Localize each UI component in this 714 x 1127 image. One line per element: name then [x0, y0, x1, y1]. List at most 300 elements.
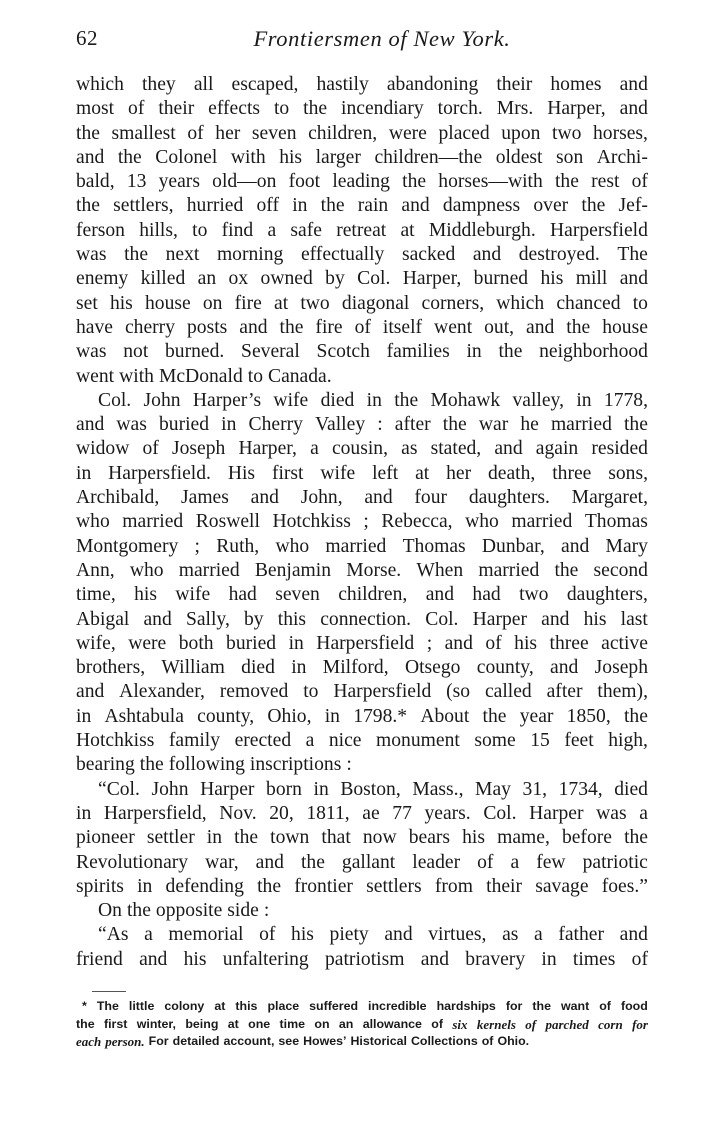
text-line	[76, 243, 648, 267]
word: a	[510, 851, 520, 873]
word: second	[593, 559, 648, 581]
word: and	[250, 487, 279, 509]
word: mill	[575, 268, 608, 290]
word: ox	[228, 268, 249, 290]
word: Cherry	[248, 414, 303, 436]
word: and	[619, 98, 648, 120]
word: destroyed.	[518, 244, 600, 266]
word: to	[303, 681, 319, 703]
word: leading	[332, 171, 390, 193]
word: of	[128, 98, 145, 120]
word: for	[632, 1016, 648, 1032]
word: Dunbar,	[481, 535, 545, 557]
text-line	[76, 656, 648, 680]
word: Harpersfield	[316, 632, 415, 654]
word: and	[619, 74, 648, 95]
text-line	[76, 778, 648, 802]
word: house	[144, 292, 191, 314]
word: four	[414, 487, 448, 509]
word: a	[267, 219, 277, 241]
word: was	[596, 802, 627, 824]
word: his	[462, 827, 485, 849]
word: the	[623, 414, 648, 436]
word: erected	[234, 730, 292, 752]
word: Revolutionary	[76, 851, 189, 873]
word: placed	[438, 122, 490, 144]
text-line	[76, 899, 648, 923]
word: bravery	[465, 948, 526, 970]
word: old—on	[212, 171, 277, 193]
word: nice	[328, 730, 362, 752]
word: his	[183, 948, 207, 970]
word: active	[601, 632, 648, 654]
word: in	[137, 875, 153, 897]
word: Harper	[529, 802, 584, 824]
word: Middleburgh.	[428, 219, 536, 241]
word: years.	[424, 802, 471, 824]
word: Alexander,	[119, 681, 205, 703]
word: of	[431, 1016, 443, 1031]
word: with	[230, 146, 266, 168]
word: to	[192, 219, 208, 241]
word: two	[300, 292, 330, 314]
word: the	[126, 900, 151, 922]
word: three	[552, 462, 592, 484]
word: rest	[591, 171, 620, 193]
word: who	[76, 511, 110, 533]
word: Several	[241, 341, 300, 363]
word: that	[321, 827, 351, 849]
word: of	[477, 851, 494, 873]
text-line	[76, 753, 648, 777]
word: the	[402, 171, 427, 193]
word: married	[478, 559, 540, 581]
word: married	[550, 414, 612, 436]
word: Montgomery	[76, 535, 179, 557]
word: to	[247, 365, 263, 387]
word: not	[123, 341, 149, 363]
word: the	[554, 171, 579, 193]
word: out,	[484, 316, 515, 338]
word: patriotic	[582, 851, 648, 873]
text-line	[76, 705, 648, 729]
word: foot	[288, 171, 321, 193]
word: in	[576, 389, 592, 411]
word: Historical	[350, 1034, 407, 1048]
word: all	[193, 74, 214, 95]
word: wife,	[76, 632, 116, 654]
word: effectually	[300, 244, 385, 266]
word: When	[416, 559, 464, 581]
word: father	[558, 924, 605, 946]
word: the	[76, 122, 100, 144]
word: May	[475, 778, 511, 800]
word: times	[572, 948, 616, 970]
word: Harper	[200, 778, 255, 800]
word: Ann,	[76, 559, 115, 581]
word: 77	[392, 802, 412, 824]
word: seven	[275, 584, 320, 606]
word: and	[619, 924, 648, 946]
word: removed	[219, 681, 289, 703]
word: incredible	[368, 999, 427, 1013]
word: married	[122, 511, 184, 533]
word: families	[386, 341, 450, 363]
word: cherry	[124, 316, 176, 338]
text-line	[76, 729, 648, 753]
word: Harper’s	[192, 389, 262, 411]
word: patriotism	[325, 948, 405, 970]
word: itself	[382, 316, 423, 338]
word: rain	[357, 195, 389, 217]
word: Hotchkiss	[272, 511, 351, 533]
word: Ashtabula	[104, 705, 184, 727]
word: ae	[362, 802, 380, 824]
word: his	[279, 146, 303, 168]
word: in	[288, 632, 304, 654]
word: have	[76, 316, 113, 338]
text-line	[76, 680, 648, 704]
word: morning	[216, 244, 284, 266]
text-line	[76, 437, 648, 461]
word: ;	[194, 535, 200, 557]
word: Ruth,	[216, 535, 260, 557]
word: in	[466, 341, 482, 363]
word: ferson	[76, 219, 125, 241]
word: for	[505, 999, 523, 1013]
word: married	[511, 511, 573, 533]
word: Harpersfield	[549, 219, 648, 241]
word: three	[549, 632, 589, 654]
word: with	[119, 365, 154, 387]
word: Collections	[410, 1034, 478, 1048]
word: Milford,	[322, 657, 389, 679]
text-line	[76, 462, 648, 486]
word: went	[434, 316, 473, 338]
word: the	[117, 146, 142, 168]
word: effects	[208, 98, 261, 120]
word: bearing	[76, 754, 135, 776]
word: William	[161, 657, 225, 679]
word: two	[552, 122, 582, 144]
word: posts	[186, 316, 228, 338]
word: were	[128, 632, 167, 654]
word: and	[76, 681, 105, 703]
word: Col.	[425, 608, 459, 630]
word: Harper	[472, 608, 528, 630]
word: the	[554, 559, 579, 581]
word: a	[639, 802, 648, 824]
text-line	[76, 194, 648, 218]
text-line	[76, 97, 648, 121]
word: Colonel	[155, 146, 218, 168]
word: torch.	[437, 98, 483, 120]
word: The	[617, 244, 648, 266]
word: and	[425, 584, 455, 606]
word: Harper,	[238, 438, 297, 460]
word: mame,	[497, 827, 550, 849]
word: “Col.	[98, 778, 140, 800]
word: called	[484, 681, 532, 703]
word: first	[103, 1016, 128, 1031]
word: to	[632, 292, 648, 314]
word: abandoning	[386, 74, 479, 95]
text-line	[76, 146, 648, 170]
word: at	[227, 1016, 239, 1031]
word: by	[244, 608, 264, 630]
word: married	[325, 535, 387, 557]
word: retreat	[336, 219, 387, 241]
word: and	[444, 632, 473, 654]
word: war,	[205, 851, 239, 873]
word: settlers	[366, 875, 422, 897]
word: Sally,	[185, 608, 230, 630]
word: their	[486, 875, 523, 897]
text-line	[76, 365, 648, 389]
word: family	[168, 730, 221, 752]
word: For	[148, 1034, 169, 1048]
word: Howes’	[303, 1034, 347, 1048]
word: first	[271, 462, 304, 484]
word: The	[96, 999, 119, 1013]
word: who	[275, 535, 310, 557]
word: each	[76, 1034, 102, 1049]
word: went	[76, 365, 115, 387]
word: in	[206, 827, 223, 849]
text-line	[76, 219, 648, 243]
word: Col.	[483, 802, 517, 824]
word: he	[520, 414, 539, 436]
word: died	[320, 389, 355, 411]
word: corn	[598, 1016, 623, 1032]
word: parched	[545, 1016, 589, 1032]
word: Col.	[357, 268, 391, 290]
word: detailed	[172, 1034, 220, 1048]
word: was	[76, 244, 107, 266]
word: sons,	[608, 462, 648, 484]
word: and	[401, 195, 430, 217]
word: and	[550, 657, 579, 679]
word: Mary	[605, 535, 648, 557]
word: *	[82, 999, 87, 1013]
word: the	[139, 754, 164, 776]
word: foes.”	[601, 875, 648, 897]
text-line	[76, 170, 648, 194]
word: opposite	[155, 900, 223, 922]
word: the	[303, 98, 328, 120]
word: Rebecca,	[381, 511, 453, 533]
word: unfaltering	[222, 948, 309, 970]
word: little	[128, 999, 155, 1013]
word: some	[474, 730, 516, 752]
word: born	[266, 778, 302, 800]
word: Mohawk	[430, 389, 501, 411]
word: incendiary	[341, 98, 424, 120]
word: Harpersfield,	[103, 802, 207, 824]
word: :	[377, 414, 383, 436]
word: in	[76, 462, 92, 484]
word: fire	[315, 316, 343, 338]
word: brothers,	[76, 657, 146, 679]
word: Mass.,	[412, 778, 464, 800]
word: in	[221, 414, 237, 436]
word: on	[202, 292, 223, 314]
word: the	[279, 316, 304, 338]
word: oldest	[495, 146, 543, 168]
word: account,	[223, 1034, 275, 1048]
word: his	[583, 608, 607, 630]
word: the	[234, 827, 259, 849]
word: and	[494, 438, 523, 460]
word: memorial	[168, 924, 244, 946]
text-line	[76, 292, 648, 316]
word: John,	[300, 487, 343, 509]
word: the	[498, 341, 523, 363]
word: most	[76, 98, 115, 120]
word: enemy	[76, 268, 129, 290]
word: find	[221, 219, 254, 241]
word: two	[519, 584, 549, 606]
word: and	[143, 608, 172, 630]
word: killed	[140, 268, 186, 290]
word: death,	[487, 462, 536, 484]
text-line	[76, 923, 648, 947]
word: Harper,	[402, 268, 462, 290]
word: homes	[550, 74, 602, 95]
word: virtues,	[428, 924, 487, 946]
word: 1811,	[306, 802, 350, 824]
word: hurried	[186, 195, 244, 217]
word: safe	[290, 219, 322, 241]
word: of	[259, 924, 276, 946]
word: Harpersfield.	[108, 462, 211, 484]
word: and	[561, 535, 590, 557]
word: and	[76, 414, 105, 436]
page-number: 62	[76, 26, 98, 50]
word: his	[514, 632, 538, 654]
word: his	[291, 924, 314, 946]
word: of	[485, 632, 502, 654]
text-line	[76, 413, 648, 437]
word: defending	[165, 875, 244, 897]
word: His	[227, 462, 256, 484]
word: from	[434, 875, 473, 897]
word: before	[561, 827, 612, 849]
word: place	[267, 999, 300, 1013]
word: was	[76, 341, 107, 363]
word: year	[519, 705, 554, 727]
word: to	[273, 98, 290, 120]
word: the	[532, 999, 551, 1013]
word: John	[143, 389, 181, 411]
word: leader	[412, 851, 461, 873]
word: Col.	[98, 389, 132, 411]
word: Joseph	[594, 657, 648, 679]
word: in	[366, 389, 382, 411]
word: corners,	[421, 292, 485, 314]
word: and	[139, 948, 168, 970]
text-line	[76, 340, 648, 364]
word: in	[76, 705, 92, 727]
page-header	[76, 26, 648, 56]
word: widow	[76, 438, 130, 460]
word: were	[388, 122, 427, 144]
word: both	[178, 632, 214, 654]
word: burned	[473, 268, 529, 290]
word: wife	[175, 584, 211, 606]
word: Thomas	[584, 511, 648, 533]
word: county,	[476, 657, 534, 679]
word: wife	[320, 462, 356, 484]
word: 15	[530, 730, 550, 752]
text-line	[76, 826, 648, 850]
word: her	[215, 122, 241, 144]
word: daughters.	[468, 487, 550, 509]
word: “As	[98, 924, 129, 946]
word: at	[214, 999, 226, 1013]
word: the	[257, 875, 282, 897]
word: an	[197, 268, 217, 290]
word: gallant	[341, 851, 396, 873]
word: married	[178, 559, 240, 581]
word: as	[401, 438, 418, 460]
text-line	[76, 389, 648, 413]
footnote-line	[76, 1016, 648, 1034]
word: Otsego	[404, 657, 461, 679]
word: diagonal	[341, 292, 410, 314]
word: burned.	[165, 341, 225, 363]
word: stated,	[430, 438, 482, 460]
word: they	[141, 74, 176, 95]
word: was	[116, 414, 147, 436]
word: Hotchkiss	[76, 730, 155, 752]
word: war	[478, 414, 509, 436]
word: hastily	[316, 74, 369, 95]
word: at	[400, 219, 415, 241]
word: dampness	[442, 195, 521, 217]
word: About	[420, 705, 470, 727]
word: Thomas	[402, 535, 466, 557]
word: them),	[597, 681, 648, 703]
word: last	[620, 608, 648, 630]
word: Jef-	[618, 195, 648, 217]
word: and	[472, 244, 502, 266]
word: of	[599, 999, 611, 1013]
word: and	[384, 924, 413, 946]
word: of	[631, 171, 648, 193]
word: now	[362, 827, 397, 849]
word: house	[602, 316, 648, 338]
word: their	[158, 98, 195, 120]
word: Margaret,	[571, 487, 648, 509]
word: :	[346, 754, 352, 776]
word: Harpersfield	[333, 681, 432, 703]
word: horses,	[592, 122, 648, 144]
word: again	[535, 438, 579, 460]
word: James	[181, 487, 229, 509]
word: the	[320, 195, 345, 217]
word: (so	[446, 681, 471, 703]
word: children,	[338, 584, 408, 606]
word: six	[452, 1016, 468, 1032]
word: friend	[76, 948, 123, 970]
word: set	[76, 292, 98, 314]
text-line	[76, 122, 648, 146]
word: the	[581, 195, 606, 217]
word: had	[228, 584, 257, 606]
word: of	[354, 316, 371, 338]
word: county,	[197, 705, 255, 727]
